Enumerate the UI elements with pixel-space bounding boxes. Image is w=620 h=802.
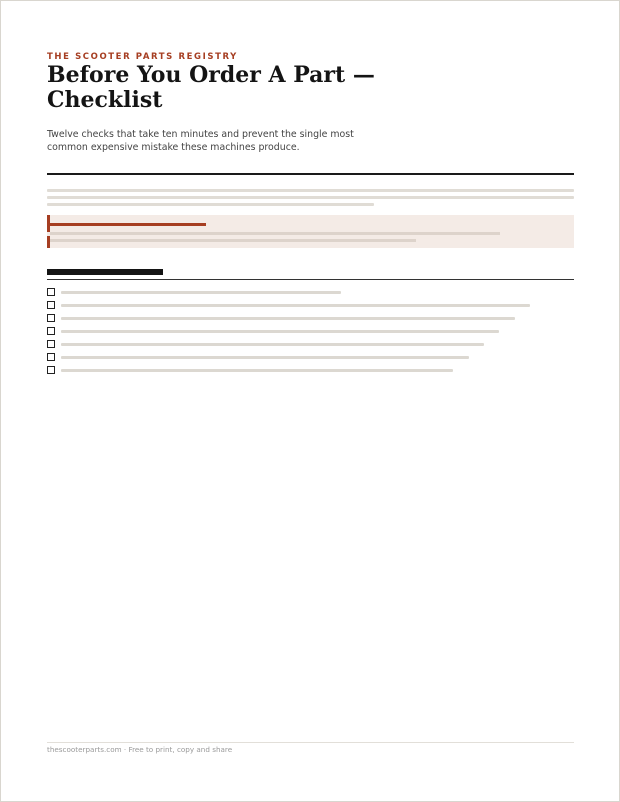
callout-placeholder-line bbox=[50, 239, 416, 242]
section-heading-placeholder bbox=[47, 269, 163, 275]
callout-placeholder-line bbox=[50, 232, 500, 235]
checklist-item-placeholder bbox=[61, 291, 341, 294]
checkbox[interactable] bbox=[47, 353, 55, 361]
checkbox[interactable] bbox=[47, 340, 55, 348]
checkbox[interactable] bbox=[47, 314, 55, 322]
callout-heading-placeholder bbox=[50, 223, 206, 226]
intro-placeholder-line bbox=[47, 189, 574, 192]
publication-kicker: THE SCOOTER PARTS REGISTRY bbox=[47, 52, 238, 62]
checklist-item-placeholder bbox=[61, 356, 469, 359]
page-subtitle: Twelve checks that take ten minutes and prevent the single most common expensive mistake these machines produce. bbox=[47, 129, 354, 153]
checklist-item bbox=[47, 327, 574, 336]
checklist-item bbox=[47, 301, 574, 310]
checklist-item bbox=[47, 353, 574, 362]
checkbox[interactable] bbox=[47, 366, 55, 374]
checklist-item bbox=[47, 366, 574, 375]
checkbox[interactable] bbox=[47, 301, 55, 309]
checklist-item-placeholder bbox=[61, 369, 453, 372]
checklist-item bbox=[47, 314, 574, 323]
checklist-item bbox=[47, 340, 574, 349]
intro-placeholder-line bbox=[47, 203, 374, 206]
header-divider bbox=[47, 173, 574, 175]
checklist-item-placeholder bbox=[61, 330, 499, 333]
page-title: Before You Order A Part — Checklist bbox=[47, 62, 375, 113]
checklist-item-placeholder bbox=[61, 317, 515, 320]
checklist-item-placeholder bbox=[61, 343, 484, 346]
checklist-item-placeholder bbox=[61, 304, 530, 307]
footer-divider bbox=[47, 742, 574, 743]
callout-accent-edge bbox=[47, 236, 50, 248]
checkbox[interactable] bbox=[47, 327, 55, 335]
checklist-item bbox=[47, 288, 574, 297]
checkbox[interactable] bbox=[47, 288, 55, 296]
footer-text: thescooterparts.com · Free to print, copy and share bbox=[47, 745, 233, 754]
section-divider bbox=[47, 279, 574, 280]
intro-placeholder-line bbox=[47, 196, 574, 199]
